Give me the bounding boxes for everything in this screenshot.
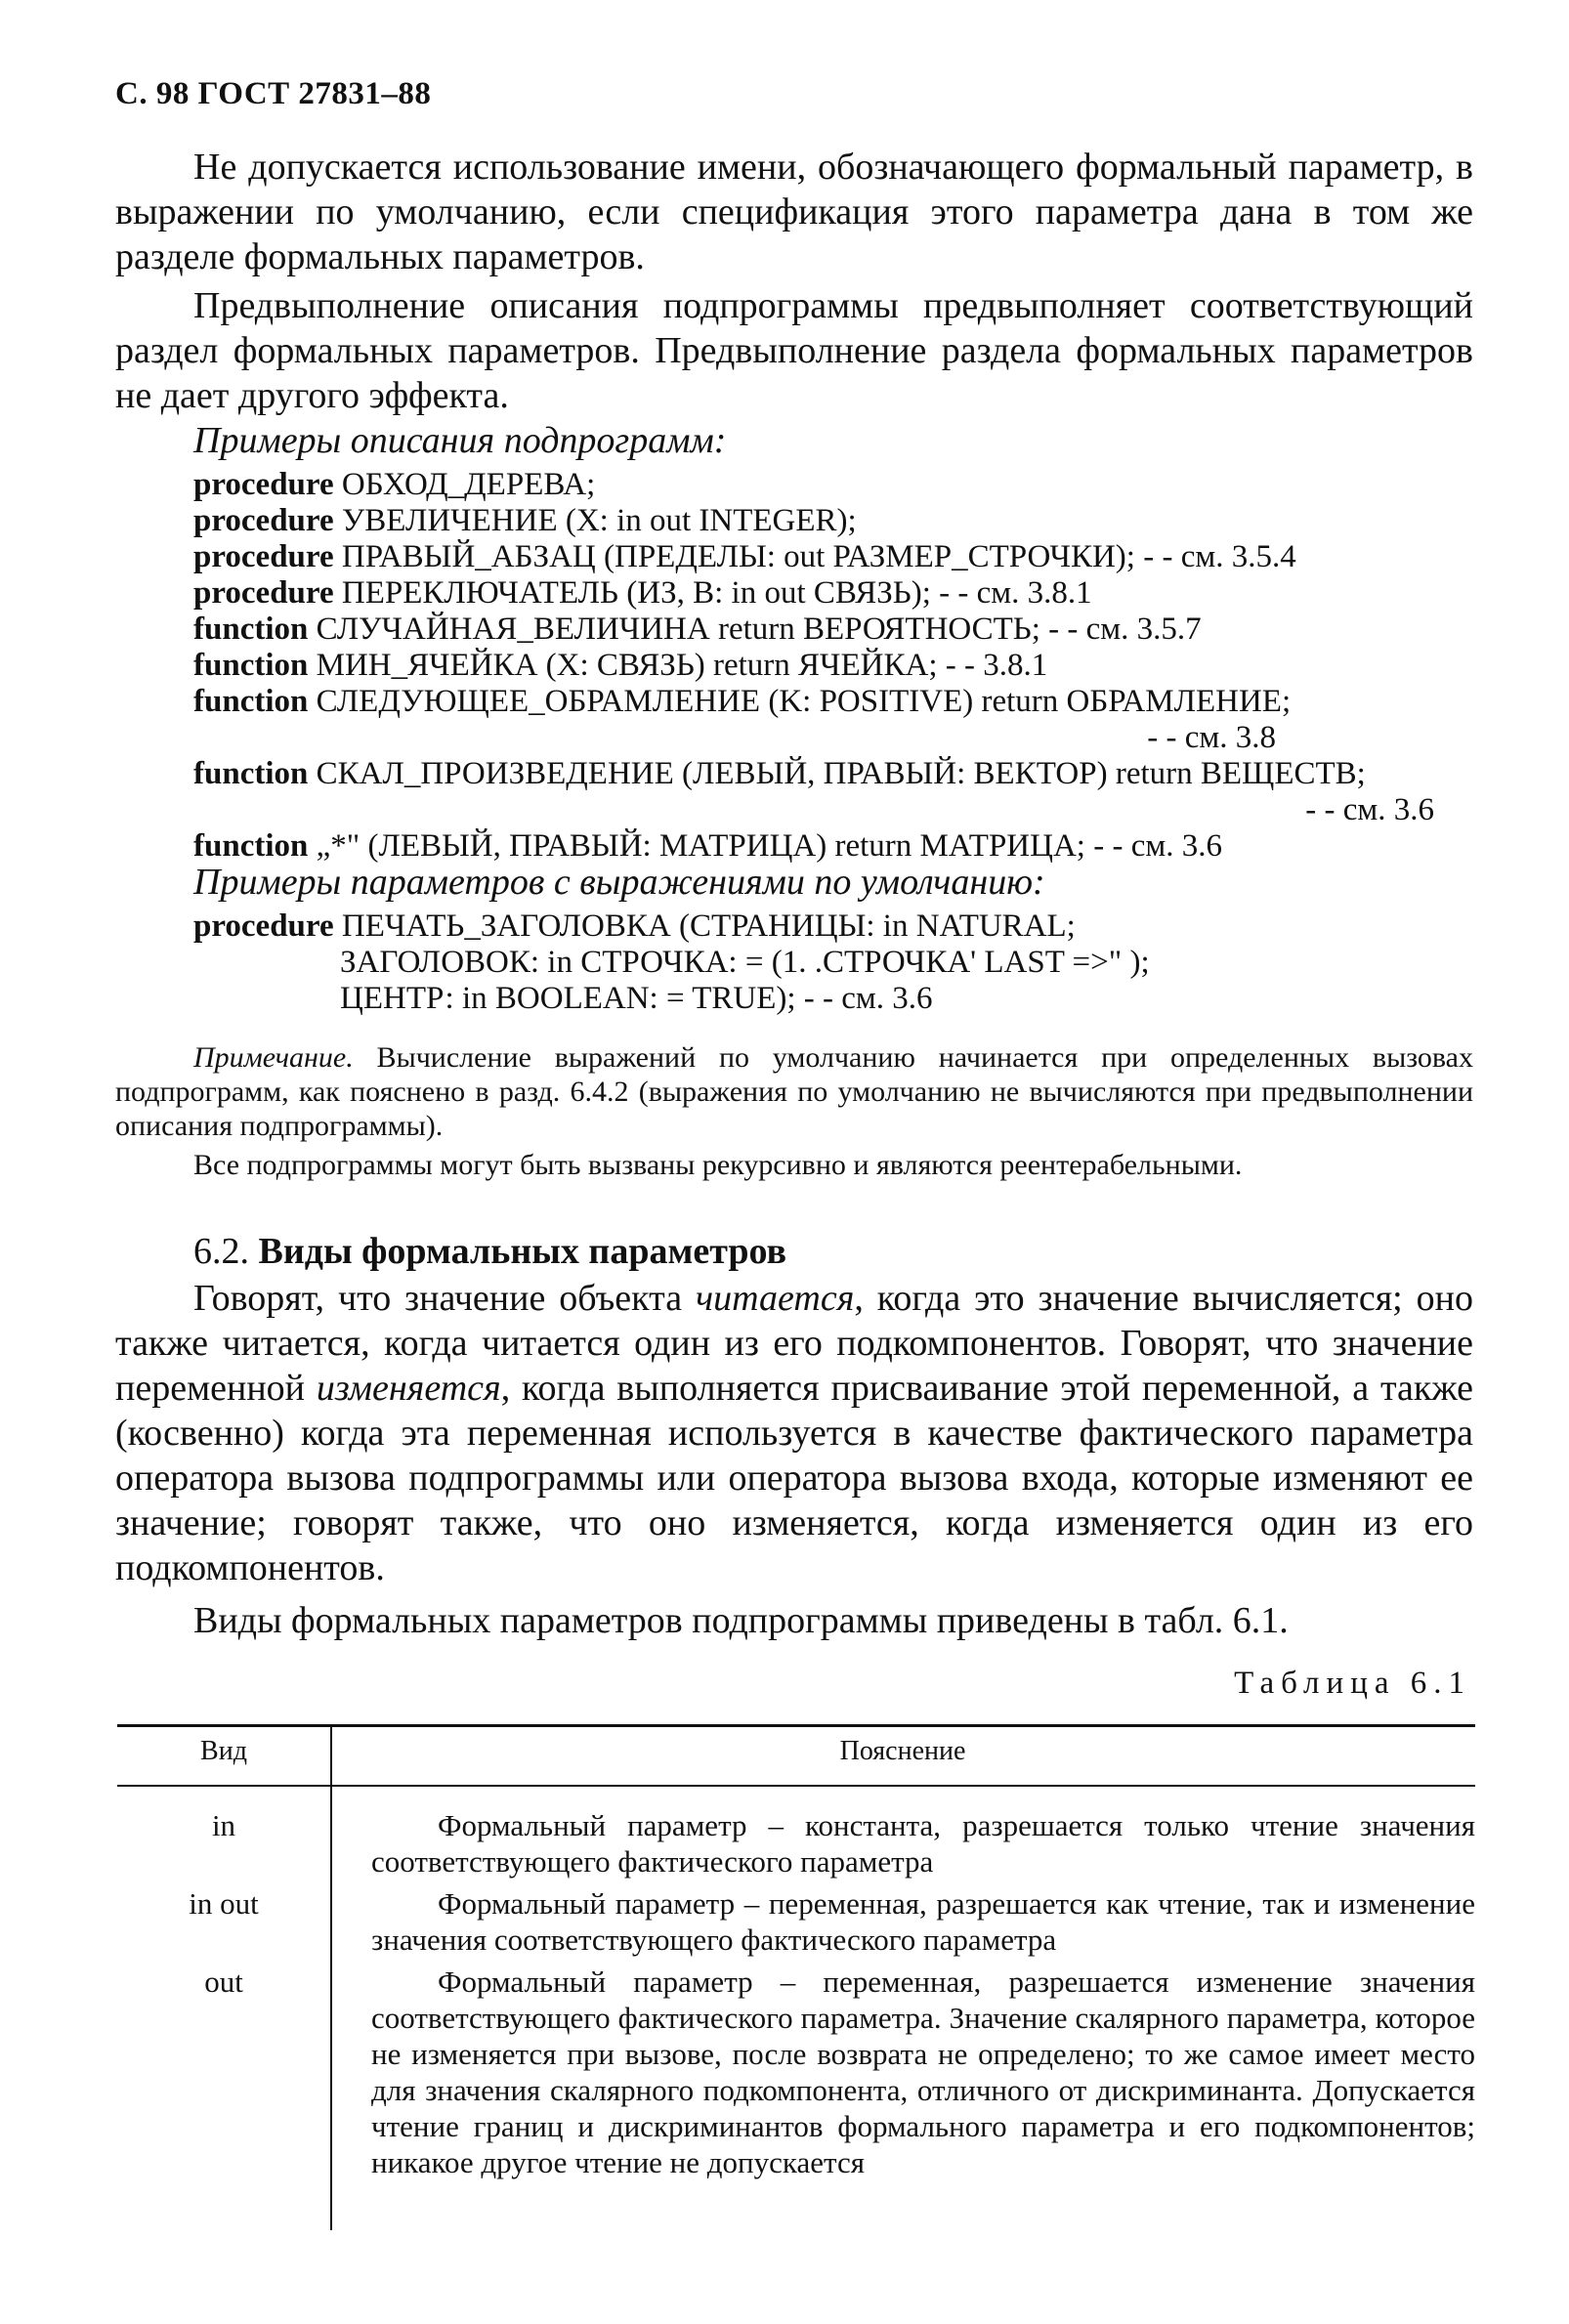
table-header-rule [117, 1785, 1475, 1787]
code-line [193, 908, 1483, 945]
section-heading [193, 1229, 786, 1274]
code-keyword: function [193, 828, 309, 864]
code-examples-1 [193, 467, 1483, 865]
code-keyword: procedure [193, 575, 334, 611]
code-line [193, 539, 1483, 575]
examples-title: Примеры описания подпрограмм: [193, 420, 727, 461]
note-label: Примечание. [193, 1041, 354, 1074]
code-line [193, 467, 1483, 503]
code-line [193, 945, 1483, 981]
text-run: , когда это значение вычисляется; оно также читается, когда читается один из его подкомпонентов. Говорят, что значение переменной [115, 1278, 1473, 1409]
note-recursion: Все подпрограммы могут быть вызваны рекурсивно и являются реентерабельными. [193, 1149, 1243, 1181]
code-line-comment [193, 720, 1483, 756]
code-keyword: procedure [193, 503, 334, 538]
section-title: Виды формальных параметров [258, 1231, 787, 1272]
code-line [193, 756, 1483, 792]
code-keyword: function [193, 612, 309, 647]
table-header-description: Пояснение [839, 1736, 966, 1766]
code-text: СКАЛ_ПРОИЗВЕДЕНИЕ (ЛЕВЫЙ, ПРАВЫЙ: ВЕКТОР) return ВЕЩЕСТВ; [308, 756, 1366, 791]
paragraph-table-ref: Виды формальных параметров подпрограммы приведены в табл. 6.1. [193, 1600, 1289, 1641]
code-text: ПЕРЕКЛЮЧАТЕЛЬ (ИЗ, В: in out СВЯЗЬ); - - см. 3.8.1 [333, 575, 1092, 611]
code-line [193, 503, 1483, 539]
code-text: МИН_ЯЧЕЙКА (X: СВЯЗЬ) return ЯЧЕЙКА; - - 3.8.1 [308, 648, 1048, 683]
code-line [193, 612, 1483, 648]
code-text: СЛЕДУЮЩЕЕ_ОБРАМЛЕНИЕ (K: POSITIVE) return ОБРАМЛЕНИЕ; [308, 684, 1292, 719]
code-keyword: function [193, 684, 309, 719]
code-keyword: procedure [193, 467, 334, 502]
examples-defaults-title: Примеры параметров с выражениями по умолчанию: [193, 862, 1045, 903]
text-run: , когда выполняется присваивание этой переменной, а также (косвенно) когда эта переменная используется в качестве фактического параметра оператора вызова подпрограммы или оператора вызова входа, которые изменяют ее значение; говорят также, что оно изменяется, когда изменяется один из его подкомпонентов. [115, 1368, 1473, 1588]
text-run: Говорят, что значение объекта [193, 1278, 696, 1319]
paragraph-default-expr: Не допускается использование имени, обозначающего формальный параметр, в выражении по умолчанию, если спецификация этого параметра дана в том же разделе формальных параметров. [115, 147, 1473, 277]
table-caption: Таблица 6.1 [1234, 1666, 1471, 1701]
term-read: читается [696, 1278, 855, 1319]
code-line [193, 648, 1483, 684]
table-cell-kind: in out [189, 1886, 259, 1921]
table-column-divider [330, 1724, 332, 2230]
page-header: С. 98 ГОСТ 27831–88 [115, 76, 432, 111]
code-line-comment [193, 792, 1483, 828]
code-keyword: function [193, 648, 309, 683]
term-modify: изменяется [316, 1368, 501, 1409]
table-header-kind: Вид [200, 1736, 247, 1766]
table-cell-description: Формальный параметр – константа, разрешается только чтение значения соответствующего фактического параметра [371, 1808, 1475, 1879]
code-text: УВЕЛИЧЕНИЕ (X: in out INTEGER); [333, 503, 857, 538]
code-text: СЛУЧАЙНАЯ_ВЕЛИЧИНА return ВЕРОЯТНОСТЬ; - - см. 3.5.7 [308, 612, 1202, 647]
code-text: ПЕЧАТЬ_ЗАГОЛОВКА (СТРАНИЦЫ: in NATURAL; [333, 908, 1076, 944]
table-top-rule [117, 1724, 1475, 1727]
table-cell-kind: out [204, 1965, 243, 1999]
code-keyword: procedure [193, 908, 334, 944]
code-line [193, 981, 1483, 1017]
code-text: ОБХОД_ДЕРЕВА; [333, 467, 596, 502]
section-number: 6.2. [193, 1231, 259, 1272]
code-text: ЦЕНТР: in BOOLEAN: = TRUE); - - см. 3.6 [340, 981, 933, 1016]
code-keyword: procedure [193, 539, 334, 574]
table-cell-kind: in [211, 1808, 236, 1842]
paragraph-read-modify [115, 1276, 1473, 1590]
table-cell-description: Формальный параметр – переменная, разрешается изменение значения соответствующего фактического параметра. Значение скалярного параметра, которое не изменяется при вызове, после возврата не определено; то же самое имеет место для значения скалярного подкомпонента, отличного от дискриминанта. Допускается чтение границ и дискриминантов формального параметра и его подкомпонентов; никакое другое чтение не допускается [371, 1965, 1475, 2179]
code-line [193, 575, 1483, 612]
code-text: - - см. 3.8 [1147, 720, 1276, 755]
paragraph-elaboration: Предвыполнение описания подпрограммы предвыполняет соответствующий раздел формальных параметров. Предвыполнение раздела формальных параметров не дает другого эффекта. [115, 285, 1473, 416]
code-text: - - см. 3.6 [1305, 792, 1434, 827]
note [115, 1040, 1473, 1143]
code-text: „*" (ЛЕВЫЙ, ПРАВЫЙ: МАТРИЦА) return МАТРИЦА; - - см. 3.6 [308, 828, 1222, 864]
note-text: Вычисление выражений по умолчанию начинается при определенных вызовах подпрограмм, как пояснено в разд. 6.4.2 (выражения по умолчанию не вычисляются при предвыполнении описания подпрограммы). [115, 1041, 1473, 1142]
code-examples-2 [193, 908, 1483, 1017]
table-cell-description: Формальный параметр – переменная, разрешается как чтение, так и изменение значения соответствующего фактического параметра [371, 1886, 1475, 1957]
code-text: ПРАВЫЙ_АБЗАЦ (ПРЕДЕЛЫ: out РАЗМЕР_СТРОЧКИ); - - см. 3.5.4 [333, 539, 1296, 574]
code-line [193, 684, 1483, 720]
code-text: ЗАГОЛОВОК: in СТРОЧКА: = (1. .СТРОЧКА' LAST =>" ); [340, 945, 1150, 980]
code-keyword: function [193, 756, 309, 791]
